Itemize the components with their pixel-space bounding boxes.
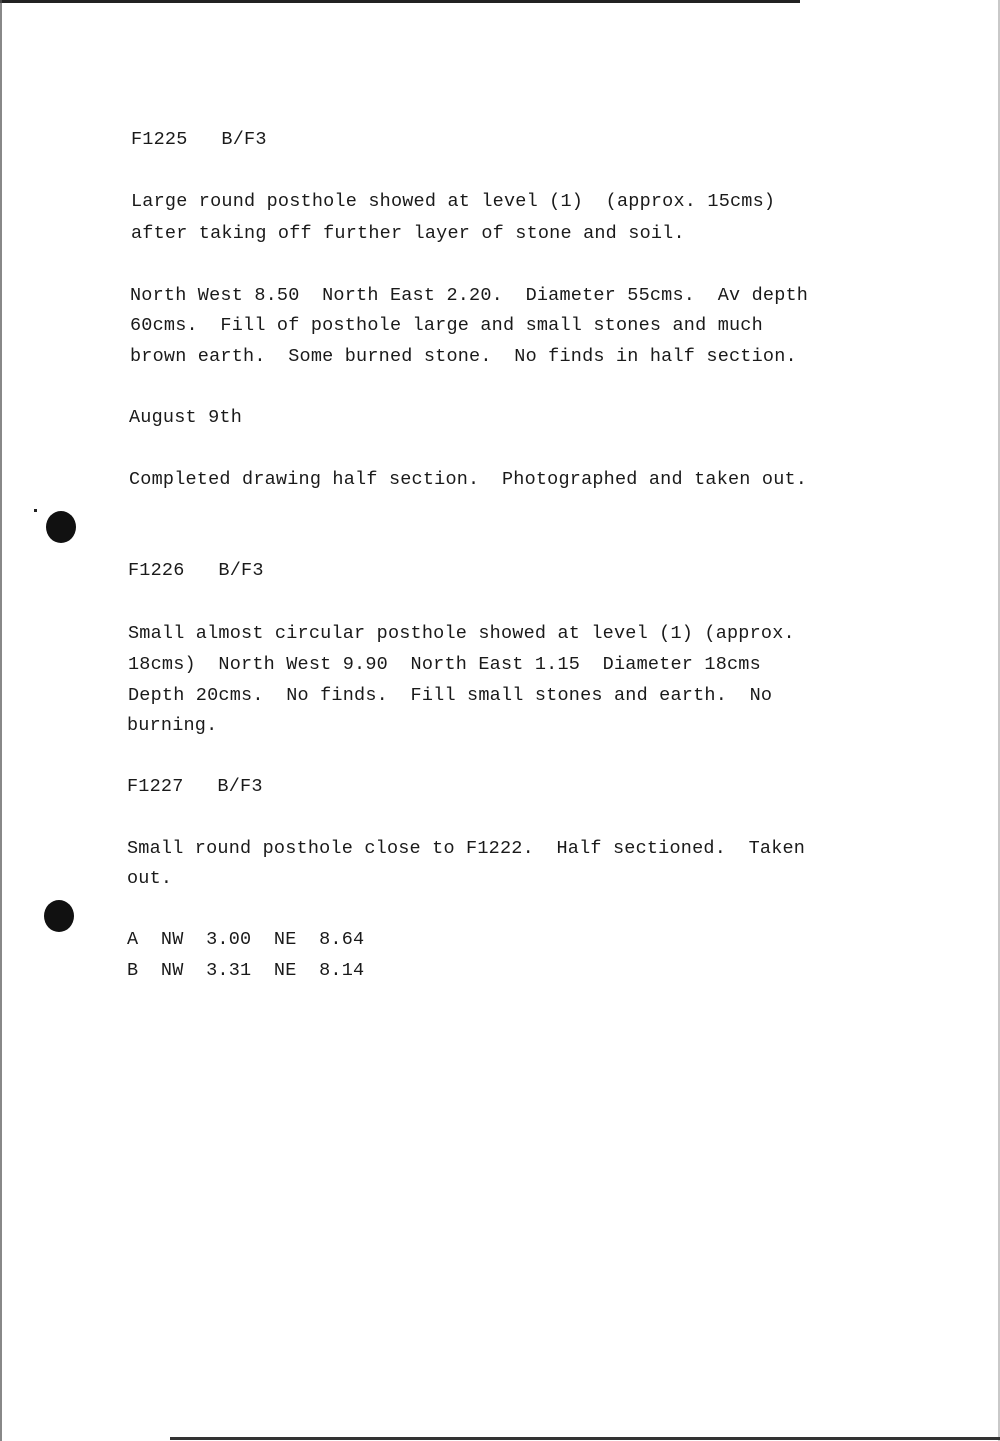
scan-border-bottom (170, 1437, 1000, 1440)
entry-f1225-text-line: North West 8.50 North East 2.20. Diameter 55cms. Av depth (130, 285, 809, 306)
entry-f1226-text-line: Depth 20cms. No finds. Fill small stones and earth. No (128, 685, 773, 706)
scan-speck (34, 509, 37, 512)
entry-heading-f1227: F1227 B/F3 (127, 776, 263, 797)
punch-hole-icon (44, 900, 74, 932)
entry-f1226-text-line: Small almost circular posthole showed at level (1) (approx. (128, 623, 795, 644)
entry-f1225-date: August 9th (129, 407, 243, 428)
scan-border-left (0, 0, 2, 1441)
entry-f1226-text-line: 18cms) North West 9.90 North East 1.15 Diameter 18cms (128, 654, 761, 675)
scan-border-top (0, 0, 800, 3)
entry-f1227-text-line: out. (127, 868, 173, 889)
entry-f1225-text-line: brown earth. Some burned stone. No finds in half section. (130, 346, 797, 367)
entry-heading-f1225: F1225 B/F3 (131, 129, 267, 150)
entry-f1225-text-line: after taking off further layer of stone and soil. (131, 223, 685, 244)
entry-f1225-text-line: 60cms. Fill of posthole large and small stones and much (130, 315, 763, 336)
coordinate-row-b: B NW 3.31 NE 8.14 (127, 960, 365, 981)
coordinate-row-a: A NW 3.00 NE 8.64 (127, 929, 365, 950)
entry-heading-f1226: F1226 B/F3 (128, 560, 264, 581)
entry-f1226-text-line: burning. (127, 715, 218, 736)
entry-f1225-followup: Completed drawing half section. Photographed and taken out. (129, 469, 808, 490)
punch-hole-icon (46, 511, 76, 543)
entry-f1225-text-line: Large round posthole showed at level (1) (approx. 15cms) (131, 191, 776, 212)
entry-f1227-text-line: Small round posthole close to F1222. Half sectioned. Taken (127, 838, 806, 859)
